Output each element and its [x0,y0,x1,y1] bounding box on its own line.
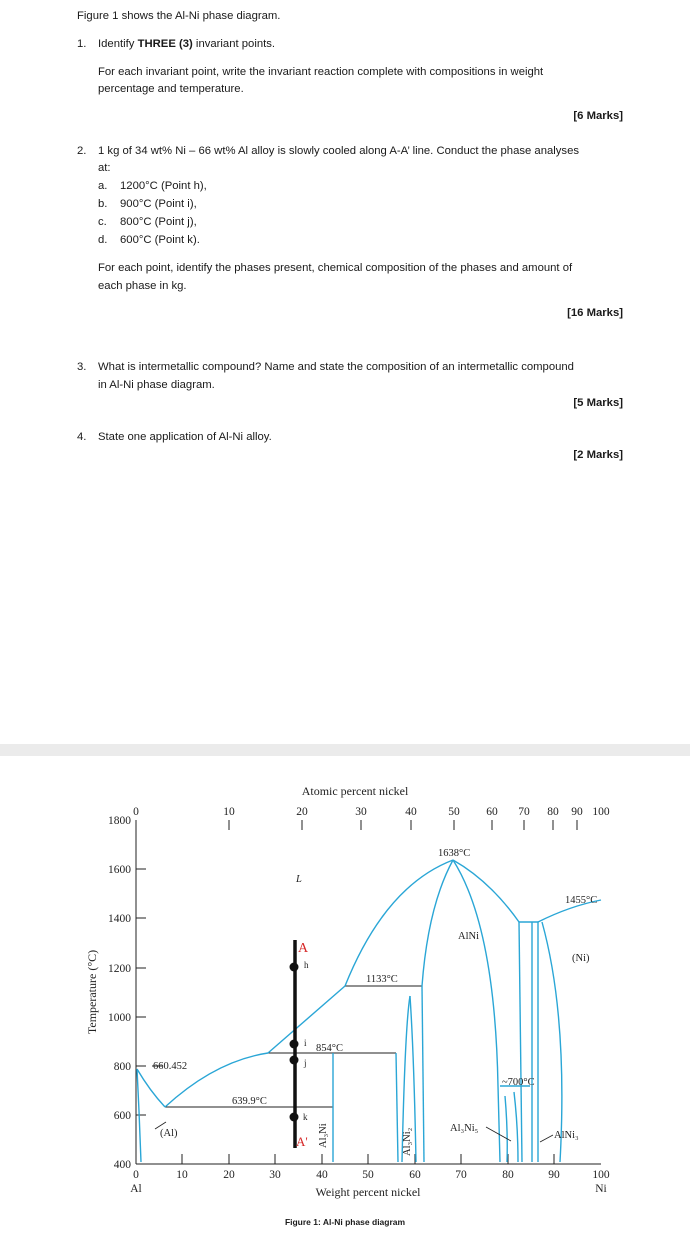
phase-diagram [0,756,690,1216]
q2-item-c-letter: c. [98,216,107,228]
alni-phase-label: AlNi [458,931,479,942]
liquidus-al [137,1069,165,1107]
x-right-element-label: Ni [595,1183,607,1195]
q3-line1: What is intermetallic compound? Name and state the composition of an intermetallic compound [98,361,574,373]
x-tick-label: 70 [455,1169,467,1181]
isotherms [152,986,422,1107]
q4-marks: [2 Marks] [573,449,623,461]
y-tick-label: 1200 [108,963,131,975]
x-axis-title: Weight percent nickel [315,1185,421,1199]
q4-number: 4. [77,431,87,443]
q2-item-b: 900°C (Point i), [120,198,197,210]
label-i: i [304,1038,307,1048]
q2-number: 2. [77,145,87,157]
ni-melt-label: 1455°C [565,895,598,906]
top-tick-label: 90 [571,806,583,818]
q1-number: 1. [77,38,87,50]
phase-boundaries [137,860,601,1162]
y-tick-label: 1600 [108,864,131,876]
q2-item-d-letter: d. [98,234,108,246]
q2-item-a-letter: a. [98,180,108,192]
q2-item-a: 1200°C (Point h), [120,180,207,192]
x-tick-label: 80 [502,1169,514,1181]
figure-caption: Figure 1: Al-Ni phase diagram [284,1217,406,1227]
point-i-marker [290,1040,299,1049]
alni-left-lower [422,986,424,1162]
x-tick-label: 30 [269,1169,281,1181]
x-tick-label: 0 [133,1169,139,1181]
q1-sub-line1: For each invariant point, write the invariant reaction complete with compositions in weight [98,66,544,78]
y-tick-label: 600 [113,1110,131,1122]
top-tick-label: 100 [592,806,610,818]
point-j-marker [290,1056,299,1065]
q2-item-c: 800°C (Point j), [120,216,197,228]
q1-text-post: invariant points. [192,38,276,50]
q1-sub-line2: percentage and temperature. [98,83,244,95]
alni-right [453,860,500,1162]
q1-marks: [6 Marks] [573,110,623,122]
q1-text-bold: THREE (3) [137,38,193,50]
q1-text-pre: Identify [98,38,138,50]
leader-lines [155,1122,553,1142]
al3ni2-left [396,1053,398,1162]
cooling-line [290,940,299,1148]
label-A-prime: A' [296,1134,308,1149]
q3-line2: in Al-Ni phase diagram. [98,379,215,391]
x-tick-label: 100 [592,1169,610,1181]
y-tick-label: 1800 [108,815,131,827]
label-h: h [304,960,309,970]
top-tick-label: 10 [223,806,235,818]
top-tick-label: 0 [133,806,139,818]
liquidus-alni-right [453,860,519,922]
point-k-marker [290,1113,299,1122]
x-tick-label: 10 [176,1169,188,1181]
top-tick-label: 50 [448,806,460,818]
ni-solvus [542,922,562,1162]
alni3-leader [540,1135,553,1142]
liquidus-alni-left [345,860,453,986]
x-tick-label: 60 [409,1169,421,1181]
q2-line2: at: [98,162,111,174]
point-h-marker [290,963,299,972]
x-left-element-label: Al [130,1183,142,1195]
al-phase-label: (Al) [160,1128,178,1139]
alni3-phase-label: AlNi₃ [554,1130,579,1141]
top-tick-label: 40 [405,806,417,818]
top-tick-label: 70 [518,806,530,818]
q2-marks: [16 Marks] [567,307,623,319]
q2-sub-line2: each phase in kg. [98,280,187,292]
alni-left [422,860,453,986]
top-tick-label: 60 [486,806,498,818]
label-k: k [303,1112,308,1122]
al3ni5-left [505,1096,507,1162]
top-tick-label: 30 [355,806,367,818]
al3ni5-right [514,1092,518,1162]
peritectic-1133-label: 1133°C [366,974,398,985]
y-tick-label: 400 [113,1159,131,1171]
peritectic-854-label: 854°C [316,1043,343,1054]
q3-number: 3. [77,361,87,373]
al3ni5-phase-label: Al₃Ni₅ [450,1123,479,1134]
al-melt-label: 660.452 [153,1061,188,1072]
q2-line1: 1 kg of 34 wt% Ni – 66 wt% Al alloy is slowly cooled along A-A’ line. Conduct the phase analyses [98,145,580,157]
q2-sub-line1: For each point, identify the phases present, chemical composition of the phases and amount of [98,262,573,274]
y-axis-title: Temperature (°C) [85,949,99,1035]
x-tick-label: 40 [316,1169,328,1181]
y-tick-label: 1400 [108,913,131,925]
q1-text [98,36,275,53]
t700-label: ~700°C [502,1077,535,1088]
y-tick-label: 800 [113,1061,131,1073]
top-axis-title: Atomic percent nickel [301,784,409,798]
q2-item-d: 600°C (Point k). [120,234,200,246]
liquid-phase-label: L [296,874,302,885]
eutectic-label: 639.9°C [232,1096,267,1107]
al3ni2-phase-label: Al₃Ni₂ [402,1127,413,1156]
q3-marks: [5 Marks] [573,397,623,409]
axes [136,820,601,1164]
page-divider [0,744,690,756]
al3ni-phase-label: Al₃Ni [318,1123,329,1148]
q4-line1: State one application of Al-Ni alloy. [98,431,272,443]
y-tick-label: 1000 [108,1012,131,1024]
top-tick-label: 80 [547,806,559,818]
alni3-left-outer [519,922,522,1162]
intro-text: Figure 1 shows the Al-Ni phase diagram. [77,10,281,22]
x-tick-label: 50 [362,1169,374,1181]
top-tick-label: 20 [296,806,308,818]
label-j: j [304,1058,307,1068]
alni-max-label: 1638°C [438,848,471,859]
x-tick-label: 90 [548,1169,560,1181]
label-A: A [298,941,309,956]
x-tick-label: 20 [223,1169,235,1181]
ni-phase-label: (Ni) [572,953,590,964]
q2-item-b-letter: b. [98,198,108,210]
